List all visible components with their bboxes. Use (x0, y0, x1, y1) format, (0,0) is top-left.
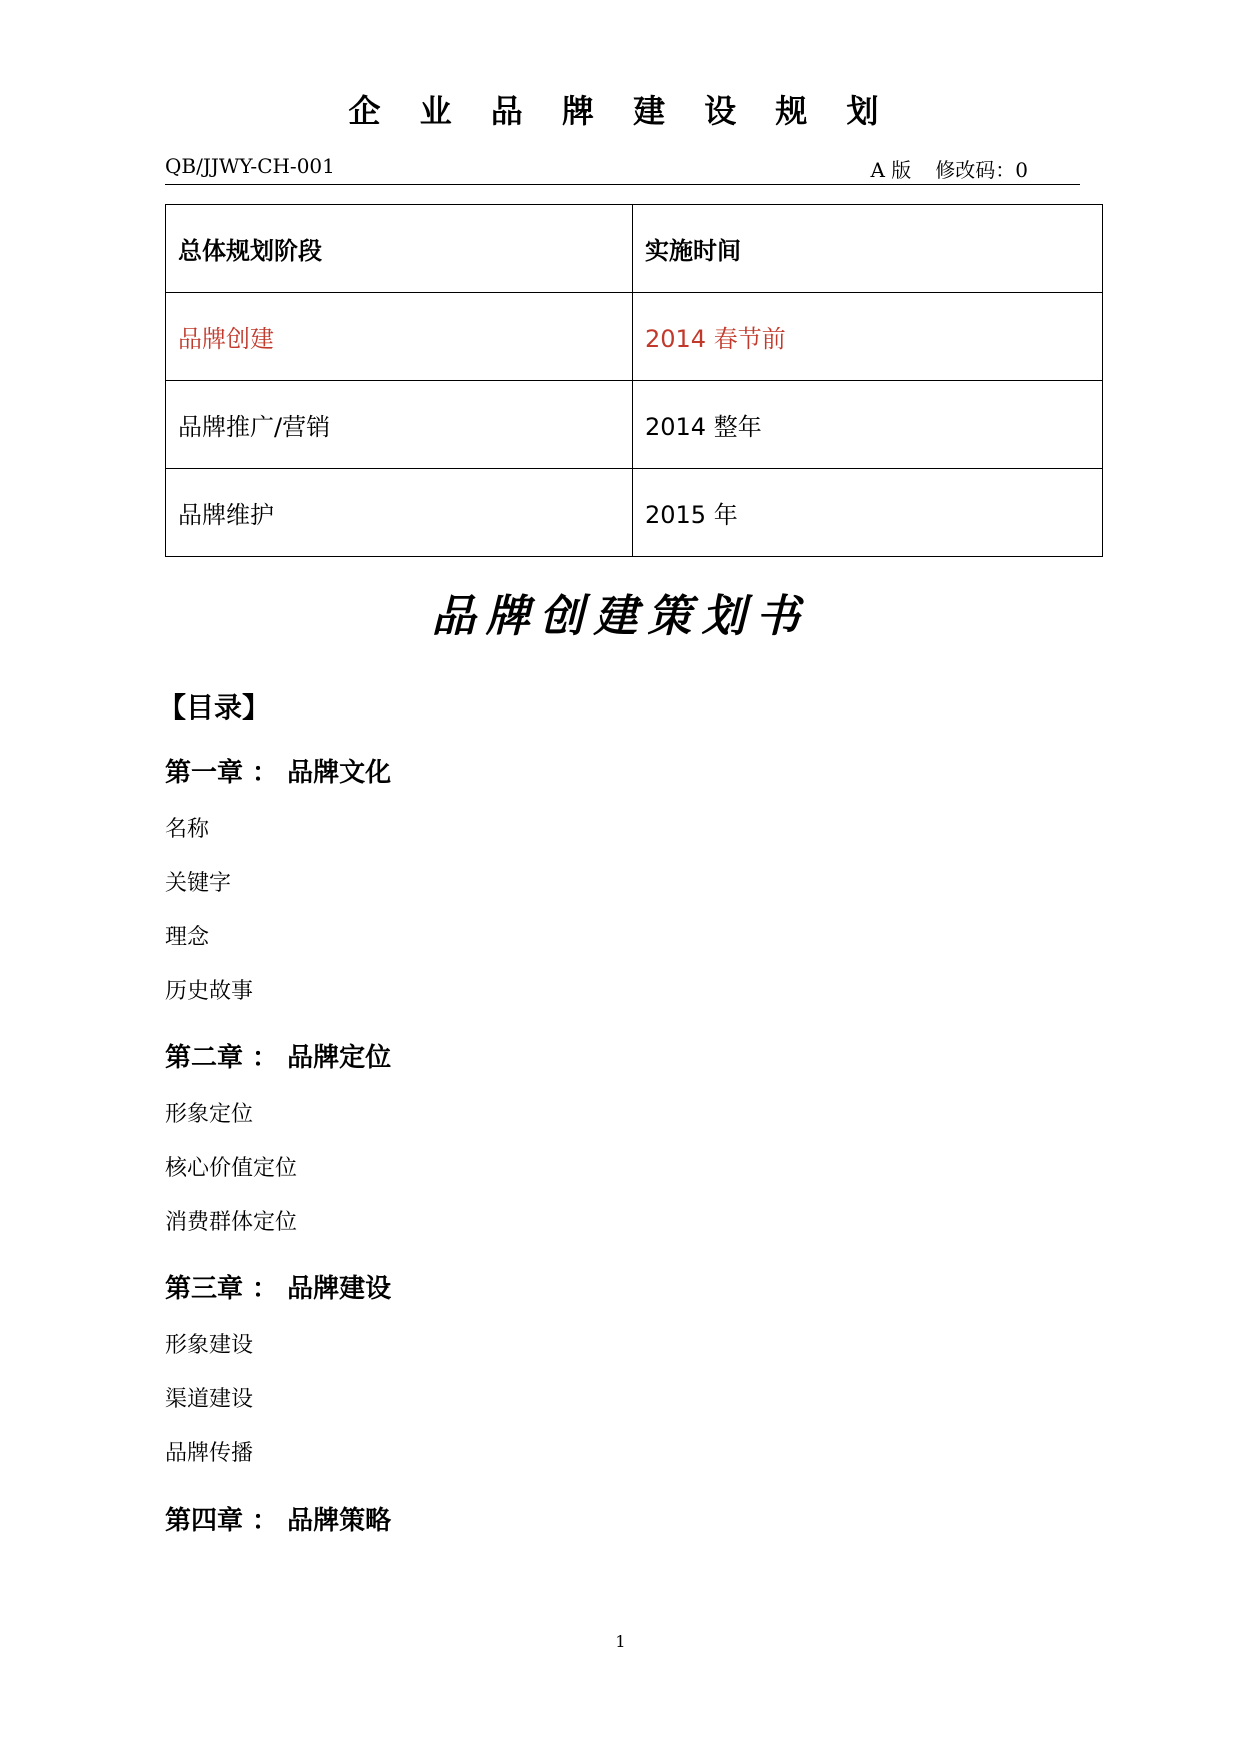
revision-code: 修改码：0 (935, 158, 1028, 182)
toc-item: 渠道建设 (165, 1387, 254, 1412)
table-header-row (166, 205, 1103, 293)
document-code: QB/JJWY-CH-001 (165, 154, 335, 178)
stage-cell: 品牌维护 (166, 469, 633, 557)
document-header (165, 150, 1080, 185)
chapter-heading: 第二章 ： 品牌定位 (165, 1043, 392, 1073)
toc-item: 品牌传播 (165, 1441, 254, 1466)
stage-cell: 品牌推广/营销 (166, 381, 633, 469)
column-header-time: 实施时间 (633, 205, 1103, 293)
toc-heading: 【目录】 (158, 691, 271, 724)
time-cell: 2015 年 (633, 469, 1103, 557)
toc-item: 形象建设 (165, 1333, 254, 1358)
column-header-stage: 总体规划阶段 (166, 205, 633, 293)
time-cell: 2014 整年 (633, 381, 1103, 469)
toc-item: 历史故事 (165, 979, 254, 1004)
page-number: 1 (615, 1632, 626, 1651)
toc-item: 理念 (165, 925, 210, 950)
toc-item: 形象定位 (165, 1102, 254, 1127)
toc-item: 核心价值定位 (165, 1156, 298, 1181)
chapter-heading: 第一章 ： 品牌文化 (165, 758, 392, 788)
chapter-heading: 第三章 ： 品牌建设 (165, 1274, 392, 1304)
document-title: 品牌创建策划书 (431, 591, 810, 642)
revision-info (870, 154, 1028, 183)
toc-item: 关键字 (165, 871, 232, 896)
toc-item: 消费群体定位 (165, 1210, 298, 1235)
chapter-heading: 第四章 ： 品牌策略 (165, 1506, 392, 1536)
toc-item: 名称 (165, 817, 210, 842)
table-row (166, 293, 1103, 381)
time-cell: 2014 春节前 (633, 293, 1103, 381)
table-row (166, 469, 1103, 557)
table-row (166, 381, 1103, 469)
page-title: 企 业 品 牌 建 设 规 划 (348, 92, 893, 130)
plan-table (165, 204, 1103, 557)
edition-label: A 版 (870, 158, 912, 182)
stage-cell: 品牌创建 (166, 293, 633, 381)
